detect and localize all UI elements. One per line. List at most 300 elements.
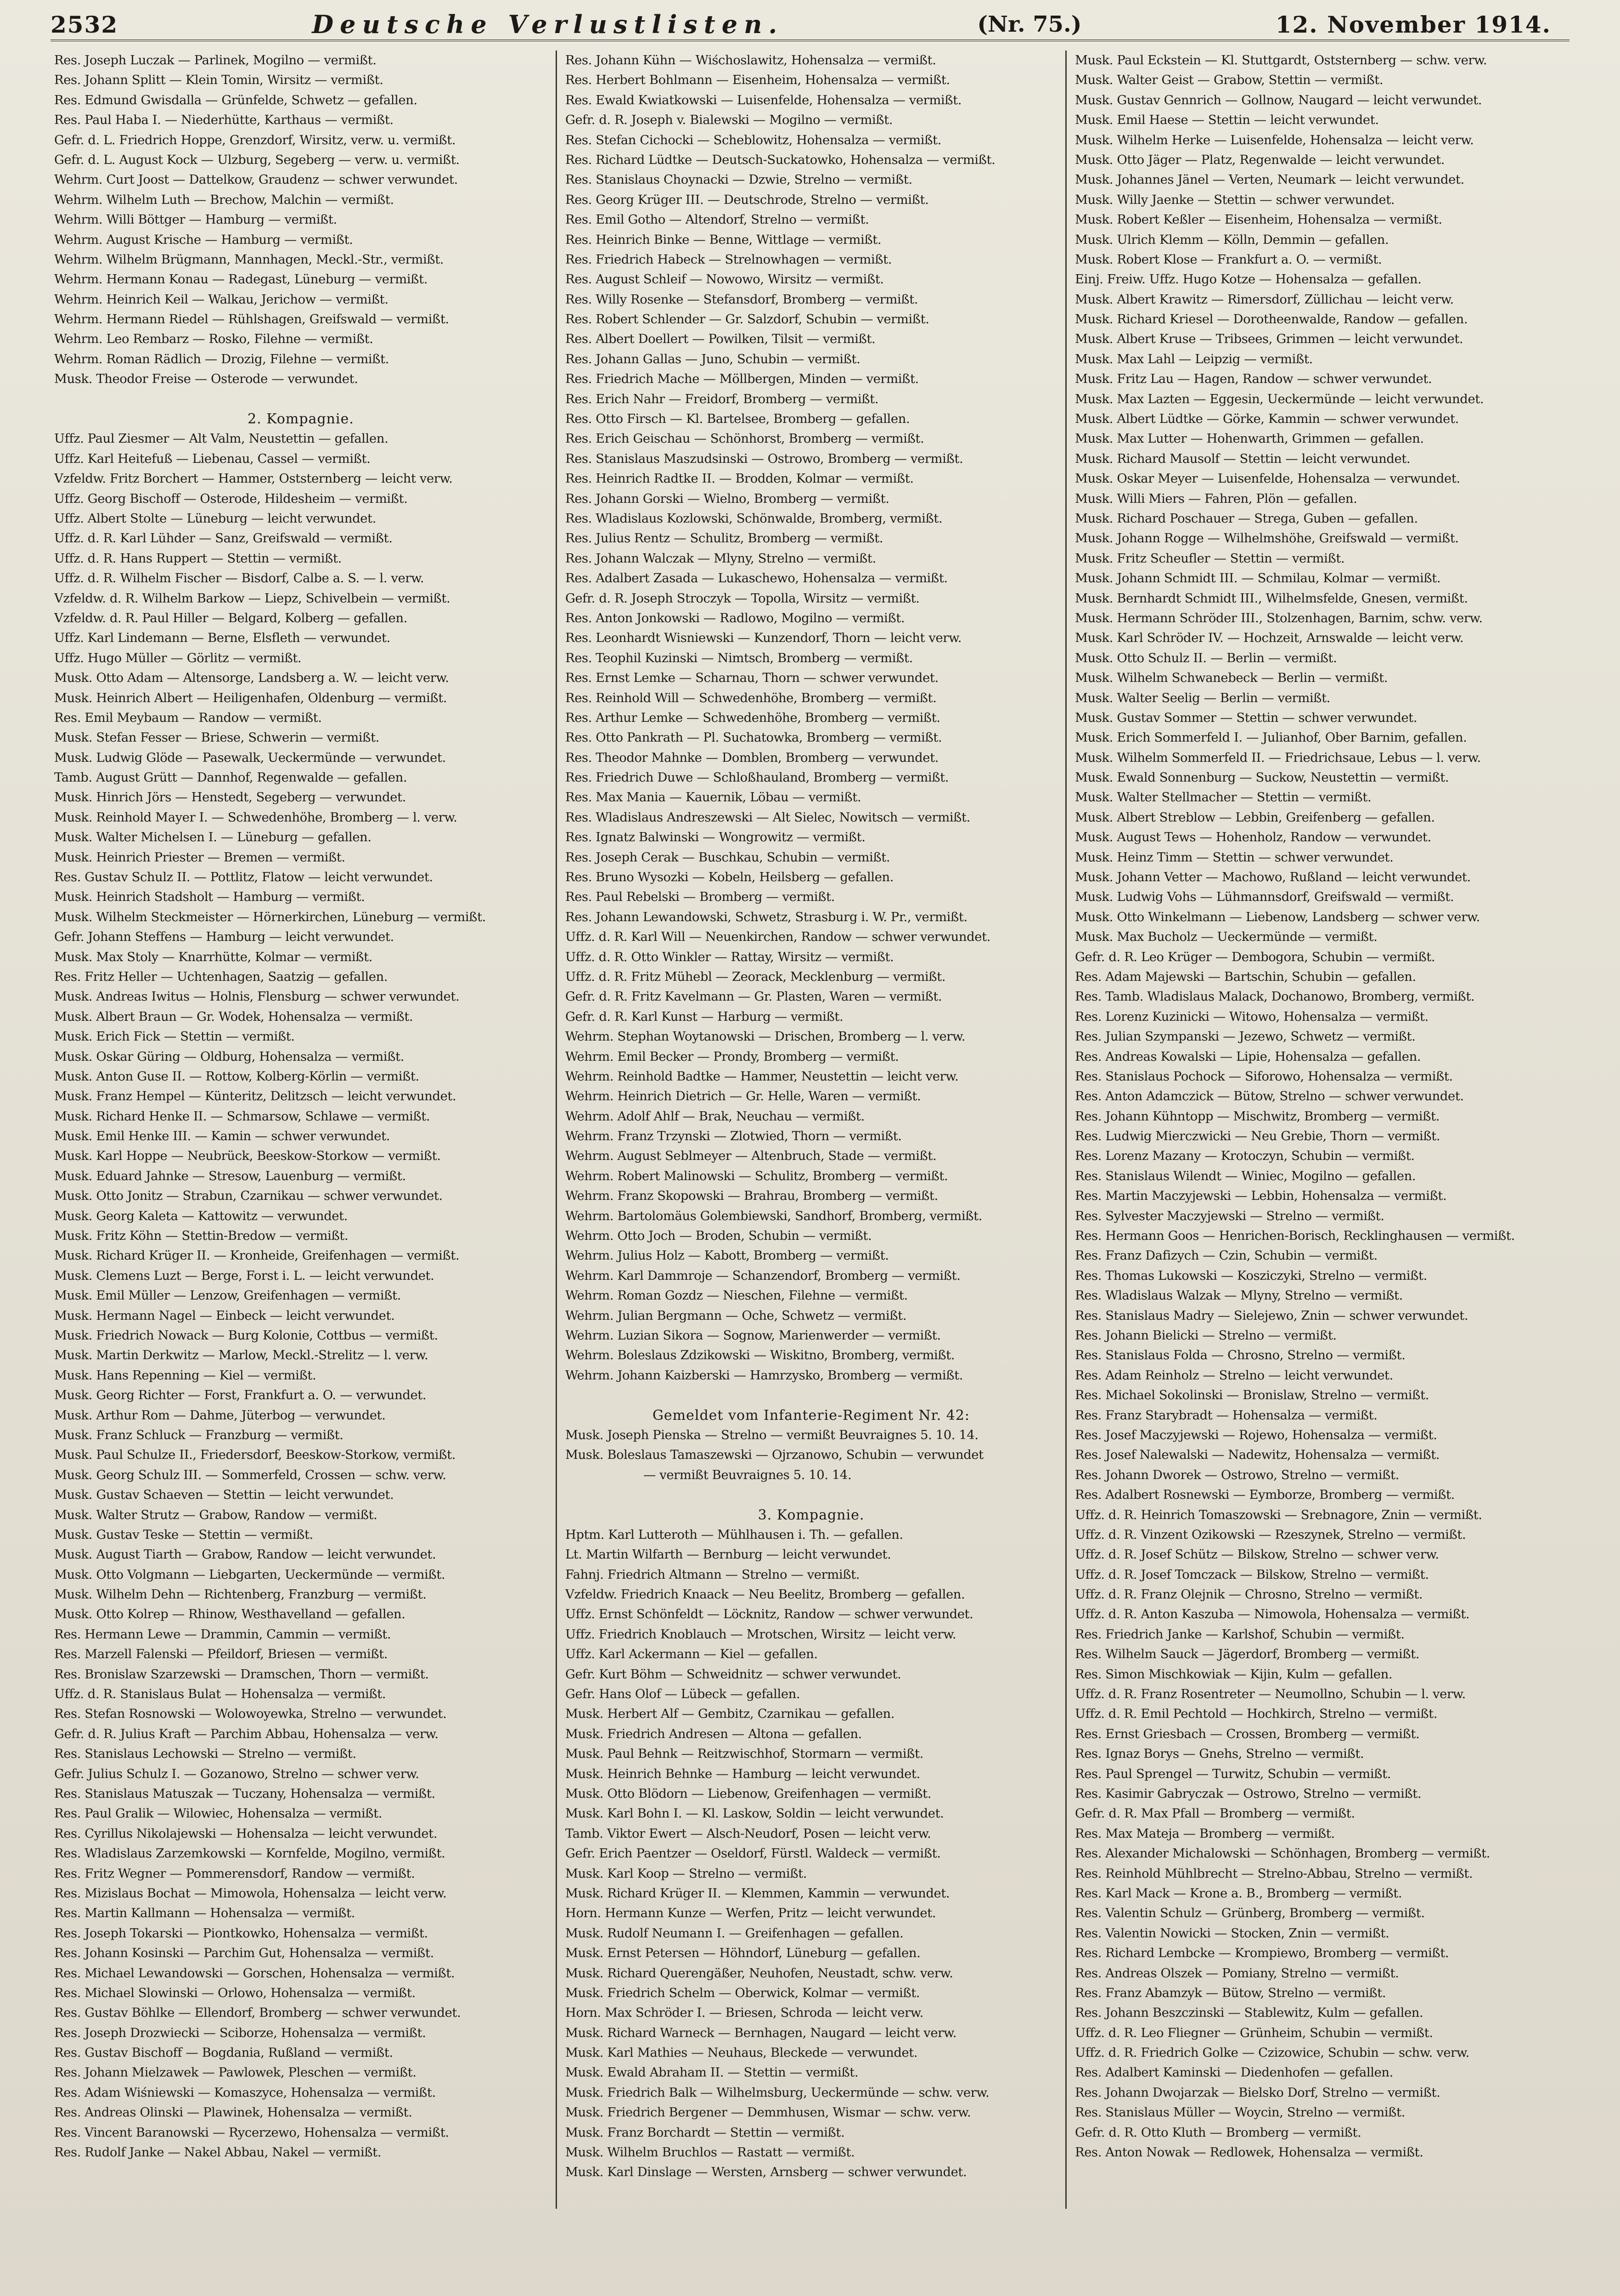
list-entry: Musk. Franz Borchardt — Stettin — vermißt. bbox=[565, 2125, 845, 2140]
list-entry: Musk. Fritz Scheufler — Stettin — vermißt. bbox=[1075, 551, 1345, 566]
list-entry: Res. Martin Kallmann — Hohensalza — vermißt. bbox=[54, 1906, 355, 1921]
list-entry: Musk. Karl Koop — Strelno — vermißt. bbox=[565, 1866, 807, 1881]
list-entry: Res. Johann Kosinski — Parchim Gut, Hohensalza — vermißt. bbox=[54, 1946, 434, 1961]
list-entry: Musk. Hermann Nagel — Einbeck — leicht verwundet. bbox=[54, 1308, 395, 1323]
list-entry: Res. Martin Maczyjewski — Lebbin, Hohensalza — vermißt. bbox=[1075, 1189, 1447, 1204]
list-entry: Gefr. d. R. Joseph v. Bialewski — Mogilno — vermißt. bbox=[565, 113, 893, 128]
list-entry: Gefr. d. R. Julius Kraft — Parchim Abbau, Hohensalza — verw. bbox=[54, 1727, 439, 1741]
list-entry: Musk. Franz Hempel — Künteritz, Delitzsch — leicht verwundet. bbox=[54, 1089, 456, 1104]
list-entry: Musk. Heinrich Priester — Bremen — vermißt. bbox=[54, 850, 345, 865]
list-entry: Musk. Walter Michelsen I. — Lüneburg — gefallen. bbox=[54, 830, 371, 845]
list-entry: Musk. Albert Kruse — Tribsees, Grimmen — leicht verwundet. bbox=[1075, 332, 1463, 347]
list-entry: Res. Bruno Wysozki — Kobeln, Heilsberg — gefallen. bbox=[565, 870, 894, 885]
list-entry: Musk. Oskar Meyer — Luisenfelde, Hohensalza — verwundet. bbox=[1075, 472, 1460, 486]
list-entry: Res. Paul Haba I. — Niederhütte, Karthaus — vermißt. bbox=[54, 113, 394, 128]
list-entry: Musk. Fritz Köhn — Stettin-Bredow — vermißt. bbox=[54, 1229, 349, 1244]
list-entry: Musk. Ewald Sonnenburg — Suckow, Neustettin — vermißt. bbox=[1075, 771, 1449, 785]
list-entry: Res. Robert Schlender — Gr. Salzdorf, Schubin — vermißt. bbox=[565, 312, 929, 327]
list-entry: Res. Anton Adamczick — Bütow, Strelno — schwer verwundet. bbox=[1075, 1089, 1464, 1104]
list-entry: Res. Stefan Cichocki — Scheblowitz, Hohensalza — vermißt. bbox=[565, 133, 941, 147]
section-heading: 2. Kompagnie. bbox=[248, 411, 354, 428]
list-entry: Uffz. Karl Heitefuß — Liebenau, Cassel — vermißt. bbox=[54, 451, 371, 466]
list-entry: Wehrm. Reinhold Badtke — Hammer, Neustettin — leicht verw. bbox=[565, 1069, 959, 1084]
list-entry: Uffz. Albert Stolte — Lüneburg — leicht verwundet. bbox=[54, 511, 377, 526]
list-entry: Res. Karl Mack — Krone a. B., Bromberg — vermißt. bbox=[1075, 1886, 1402, 1901]
list-entry: Musk. Willi Miers — Fahren, Plön — gefallen. bbox=[1075, 491, 1357, 506]
list-entry: Res. Hermann Goos — Henrichen-Borisch, Recklinghausen — vermißt. bbox=[1075, 1229, 1515, 1244]
list-entry: Wehrm. Boleslaus Zdzikowski — Wiskitno, Bromberg, vermißt. bbox=[565, 1348, 955, 1363]
list-entry: Res. Teophil Kuzinski — Nimtsch, Bromberg — vermißt. bbox=[565, 651, 913, 665]
list-entry: Res. Gustav Böhlke — Ellendorf, Bromberg — schwer verwundet. bbox=[54, 2006, 461, 2020]
list-entry: Res. Andreas Olszek — Pomiany, Strelno — vermißt. bbox=[1075, 1966, 1399, 1981]
list-entry: Res. Johann Beszczinski — Stablewitz, Kulm — gefallen. bbox=[1075, 2006, 1423, 2020]
list-entry: Res. Ignatz Balwinski — Wongrowitz — vermißt. bbox=[565, 830, 866, 845]
list-entry: Res. Adalbert Kaminski — Diedenhofen — gefallen. bbox=[1075, 2065, 1393, 2080]
list-entry: Uffz. d. R. Franz Rosentreter — Neumollno, Schubin — l. verw. bbox=[1075, 1687, 1466, 1702]
list-entry: Gefr. d. R. Fritz Kavelmann — Gr. Plasten, Waren — vermißt. bbox=[565, 990, 942, 1004]
list-entry: Musk. Paul Behnk — Reitzwischhof, Stormarn — vermißt. bbox=[565, 1747, 923, 1761]
list-entry: Gefr. Hans Olof — Lübeck — gefallen. bbox=[565, 1687, 800, 1702]
list-entry: Res. Max Mania — Kauernik, Löbau — vermißt. bbox=[565, 790, 861, 805]
list-entry: Wehrm. Emil Becker — Prondy, Bromberg — vermißt. bbox=[565, 1049, 899, 1064]
list-entry: Uffz. d. R. Karl Lühder — Sanz, Greifswald — vermißt. bbox=[54, 531, 393, 546]
list-entry: Res. Mizislaus Bochat — Mimowola, Hohensalza — leicht verw. bbox=[54, 1886, 447, 1901]
list-entry: Musk. Paul Schulze II., Friedersdorf, Beeskow-Storkow, vermißt. bbox=[54, 1448, 456, 1463]
list-entry: Res. Kasimir Gabryczak — Ostrowo, Strelno — vermißt. bbox=[1075, 1786, 1422, 1801]
list-entry: Musk. Ludwig Glöde — Pasewalk, Ueckermünde — verwundet. bbox=[54, 750, 446, 765]
list-entry: Wehrm. Roman Gozdz — Nieschen, Filehne — vermißt. bbox=[565, 1289, 908, 1303]
list-entry: Res. Julian Szympanski — Jezewo, Schwetz — vermißt. bbox=[1075, 1030, 1416, 1044]
list-entry: Res. Josef Nalewalski — Nadewitz, Hohensalza — vermißt. bbox=[1075, 1448, 1440, 1463]
list-entry: Res. Leonhardt Wisniewski — Kunzendorf, Thorn — leicht verw. bbox=[565, 631, 962, 646]
list-entry: Musk. Richard Krüger II. — Kronheide, Greifenhagen — vermißt. bbox=[54, 1249, 460, 1263]
list-entry: Wehrm. August Seblmeyer — Altenbruch, Stade — vermißt. bbox=[565, 1149, 937, 1164]
publication-title: Deutsche Verlustlisten. bbox=[312, 10, 784, 39]
list-entry: Gefr. Erich Paentzer — Oseldorf, Fürstl. Waldeck — vermißt. bbox=[565, 1846, 941, 1861]
list-entry: Res. Joseph Cerak — Buschkau, Schubin — vermißt. bbox=[565, 850, 890, 865]
list-entry: Res. Hermann Lewe — Drammin, Cammin — vermißt. bbox=[54, 1627, 391, 1642]
list-entry: Uffz. Paul Ziesmer — Alt Valm, Neustettin — gefallen. bbox=[54, 432, 388, 446]
list-entry: Res. Richard Lüdtke — Deutsch-Suckatowko, Hohensalza — vermißt. bbox=[565, 152, 996, 167]
list-entry: Res. Lorenz Mazany — Krotoczyn, Schubin — vermißt. bbox=[1075, 1149, 1415, 1164]
list-entry: Musk. Richard Mausolf — Stettin — leicht verwundet. bbox=[1075, 451, 1411, 466]
list-entry: Tamb. August Grütt — Dannhof, Regenwalde — gefallen. bbox=[54, 771, 407, 785]
list-entry: Res. Vincent Baranowski — Rycerzewo, Hohensalza — vermißt. bbox=[54, 2125, 449, 2140]
list-entry: Res. Otto Pankrath — Pl. Suchatowka, Bromberg — vermißt. bbox=[565, 731, 942, 745]
list-entry: Lt. Martin Wilfarth — Bernburg — leicht verwundet. bbox=[565, 1548, 891, 1562]
list-entry: Musk. Max Lazten — Eggesin, Ueckermünde — leicht verwundet. bbox=[1075, 392, 1484, 406]
list-entry: Musk. Emil Henke III. — Kamin — schwer verwundet. bbox=[54, 1129, 390, 1144]
list-entry: Musk. Karl Schröder IV. — Hochzeit, Arnswalde — leicht verw. bbox=[1075, 631, 1464, 646]
list-entry: Wehrm. Johann Kaizberski — Hamrzysko, Bromberg — vermißt. bbox=[565, 1368, 963, 1383]
list-entry: Res. Stanislaus Madry — Sielejewo, Znin — schwer verwundet. bbox=[1075, 1308, 1468, 1323]
list-entry: Uffz. d. R. Wilhelm Fischer — Bisdorf, Calbe a. S. — l. verw. bbox=[54, 571, 424, 586]
list-entry: Wehrm. Leo Rembarz — Rosko, Filehne — vermißt. bbox=[54, 332, 373, 347]
list-entry: Res. Emil Gotho — Altendorf, Strelno — vermißt. bbox=[565, 213, 869, 227]
list-entry: Res. Johann Kühn — Wiśchoslawitz, Hohensalza — vermißt. bbox=[565, 53, 936, 68]
list-entry: Musk. Karl Mathies — Neuhaus, Bleckede — verwundet. bbox=[565, 2046, 918, 2060]
list-entry: Res. Thomas Lukowski — Kosziczyki, Strelno — vermißt. bbox=[1075, 1268, 1427, 1283]
list-entry: Res. Erich Geischau — Schönhorst, Bromberg — vermißt. bbox=[565, 432, 924, 446]
list-entry: Res. Gustav Bischoff — Bogdania, Rußland — vermißt. bbox=[54, 2046, 393, 2060]
list-entry: Gefr. d. R. Leo Krüger — Dembogora, Schubin — vermißt. bbox=[1075, 950, 1435, 964]
list-entry: Musk. Heinrich Stadsholt — Hamburg — vermißt. bbox=[54, 890, 365, 905]
list-entry: Musk. Friedrich Bergener — Demmhusen, Wismar — schw. verw. bbox=[565, 2105, 971, 2120]
list-entry: Wehrm. Franz Trzynski — Zlotwied, Thorn — vermißt. bbox=[565, 1129, 902, 1144]
list-entry: Uffz. d. R. Franz Olejnik — Chrosno, Strelno — vermißt. bbox=[1075, 1587, 1423, 1602]
list-entry: Uffz. d. R. Josef Tomczack — Bilskow, Strelno — vermißt. bbox=[1075, 1567, 1429, 1582]
list-entry: Res. Stanislaus Pochock — Siforowo, Hohensalza — vermißt. bbox=[1075, 1069, 1453, 1084]
list-entry: Res. Johann Lewandowski, Schwetz, Strasburg i. W. Pr., vermißt. bbox=[565, 910, 968, 924]
list-entry: Gefr. Kurt Böhm — Schweidnitz — schwer verwundet. bbox=[565, 1667, 901, 1682]
list-entry: Res. Franz Dafizych — Czin, Schubin — vermißt. bbox=[1075, 1249, 1378, 1263]
list-entry: Res. Stanislaus Maszudsinski — Ostrowo, Bromberg — vermißt. bbox=[565, 451, 963, 466]
list-entry: Musk. Ernst Petersen — Höhndorf, Lüneburg — gefallen. bbox=[565, 1946, 921, 1961]
list-entry: Musk. Karl Hoppe — Neubrück, Beeskow-Storkow — vermißt. bbox=[54, 1149, 441, 1164]
list-entry: Wehrm. Wilhelm Luth — Brechow, Malchin — vermißt. bbox=[54, 192, 394, 207]
list-entry: Uffz. Georg Bischoff — Osterode, Hildesheim — vermißt. bbox=[54, 491, 408, 506]
list-entry: Musk. Heinrich Behnke — Hamburg — leicht verwundet. bbox=[565, 1767, 920, 1781]
list-entry: Musk. August Tews — Hohenholz, Randow — verwundet. bbox=[1075, 830, 1431, 845]
list-entry: Res. Edmund Gwisdalla — Grünfelde, Schwetz — gefallen. bbox=[54, 93, 417, 107]
list-entry: Wehrm. Roman Rädlich — Drozig, Filehne — vermißt. bbox=[54, 352, 389, 366]
list-entry: Res. Georg Krüger III. — Deutschrode, Strelno — vermißt. bbox=[565, 192, 929, 207]
list-entry: Res. Johann Bielicki — Strelno — vermißt. bbox=[1075, 1328, 1337, 1343]
list-entry: Res. Stanislaus Lechowski — Strelno — vermißt. bbox=[54, 1747, 356, 1761]
list-entry: Wehrm. Hermann Riedel — Rühlshagen, Greifswald — vermißt. bbox=[54, 312, 449, 327]
section-heading: Gemeldet vom Infanterie-Regiment Nr. 42: bbox=[652, 1407, 970, 1424]
list-entry: Wehrm. August Krische — Hamburg — vermißt. bbox=[54, 232, 353, 247]
list-entry: Res. Erich Nahr — Freidorf, Bromberg — vermißt. bbox=[565, 392, 879, 406]
list-entry: Musk. Albert Braun — Gr. Wodek, Hohensalza — vermißt. bbox=[54, 1009, 413, 1024]
column-middle bbox=[556, 51, 1065, 2209]
list-entry: Res. Rudolf Janke — Nakel Abbau, Nakel — vermißt. bbox=[54, 2145, 382, 2160]
list-entry: Wehrm. Luzian Sikora — Sognow, Marienwerder — vermißt. bbox=[565, 1328, 941, 1343]
list-entry: Res. Heinrich Radtke II. — Brodden, Kolmar — vermißt. bbox=[565, 472, 914, 486]
list-entry: Res. Johann Kühntopp — Mischwitz, Bromberg — vermißt. bbox=[1075, 1109, 1440, 1124]
list-entry: Res. Wladislaus Zarzemkowski — Kornfelde, Mogilno, vermißt. bbox=[54, 1846, 445, 1861]
list-entry: Res. Stefan Rosnowski — Wolowoyewka, Strelno — verwundet. bbox=[54, 1707, 447, 1722]
list-entry: Gefr. d. L. Friedrich Hoppe, Grenzdorf, Wirsitz, verw. u. vermißt. bbox=[54, 133, 456, 147]
casualty-list-columns bbox=[46, 51, 1575, 2209]
list-entry: Fahnj. Friedrich Altmann — Strelno — vermißt. bbox=[565, 1567, 860, 1582]
list-entry: Hptm. Karl Lutteroth — Mühlhausen i. Th. — gefallen. bbox=[565, 1527, 903, 1542]
list-entry: Musk. August Tiarth — Grabow, Randow — leicht verwundet. bbox=[54, 1548, 436, 1562]
list-entry: Wehrm. Curt Joost — Dattelkow, Graudenz — schwer verwundet. bbox=[54, 173, 458, 187]
list-entry: Musk. Gustav Sommer — Stettin — schwer verwundet. bbox=[1075, 710, 1418, 725]
list-entry: Res. Max Mateja — Bromberg — vermißt. bbox=[1075, 1826, 1335, 1841]
list-entry: Musk. Ulrich Klemm — Kölln, Demmin — gefallen. bbox=[1075, 232, 1389, 247]
list-entry: Vzfeldw. d. R. Paul Hiller — Belgard, Kolberg — gefallen. bbox=[54, 611, 407, 625]
list-entry: Uffz. d. R. Josef Schütz — Bilskow, Strelno — schwer verw. bbox=[1075, 1548, 1439, 1562]
list-entry: Res. Fritz Heller — Uchtenhagen, Saatzig — gefallen. bbox=[54, 969, 388, 984]
list-entry: Musk. Johann Vetter — Machowo, Rußland — leicht verwundet. bbox=[1075, 870, 1471, 885]
list-entry: Res. Johann Dworek — Ostrowo, Strelno — vermißt. bbox=[1075, 1468, 1399, 1482]
list-entry: Res. August Schleif — Nowowo, Wirsitz — vermißt. bbox=[565, 272, 884, 287]
list-entry: Musk. Martin Derkwitz — Marlow, Meckl.-Strelitz — l. verw. bbox=[54, 1348, 428, 1363]
list-entry: Wehrm. Otto Joch — Broden, Schubin — vermißt. bbox=[565, 1229, 872, 1244]
list-entry: Res. Heinrich Binke — Benne, Wittlage — vermißt. bbox=[565, 232, 882, 247]
list-entry: Res. Adam Reinholz — Strelno — leicht verwundet. bbox=[1075, 1368, 1393, 1383]
list-entry: Musk. Albert Streblow — Lebbin, Greifenberg — gefallen. bbox=[1075, 810, 1435, 825]
list-entry: Musk. Max Stoly — Knarrhütte, Kolmar — vermißt. bbox=[54, 950, 373, 964]
list-entry: Uffz. d. R. Heinrich Tomaszowski — Srebnagore, Znin — vermißt. bbox=[1075, 1508, 1482, 1522]
list-entry: Res. Valentin Nowicki — Stocken, Znin — vermißt. bbox=[1075, 1926, 1389, 1941]
list-entry: Res. Wladislaus Andreszewski — Alt Sielec, Nowitsch — vermißt. bbox=[565, 810, 970, 825]
list-entry: Musk. Wilhelm Herke — Luisenfelde, Hohensalza — leicht verw. bbox=[1075, 133, 1474, 147]
list-entry: Musk. Wilhelm Dehn — Richtenberg, Franzburg — vermißt. bbox=[54, 1587, 427, 1602]
list-entry: Musk. Stefan Fesser — Briese, Schwerin — vermißt. bbox=[54, 731, 379, 745]
list-entry: Musk. Andreas Iwitus — Holnis, Flensburg — schwer verwundet. bbox=[54, 990, 460, 1004]
list-entry: Uffz. Hugo Müller — Görlitz — vermißt. bbox=[54, 651, 302, 665]
list-entry: Musk. Franz Schluck — Franzburg — vermißt. bbox=[54, 1428, 343, 1442]
list-entry: Res. Joseph Luczak — Parlinek, Mogilno — vermißt. bbox=[54, 53, 377, 68]
list-entry: Musk. Emil Haese — Stettin — leicht verwundet. bbox=[1075, 113, 1379, 128]
list-entry: Musk. Walter Stellmacher — Stettin — vermißt. bbox=[1075, 790, 1372, 805]
list-entry: Musk. Richard Krüger II. — Klemmen, Kammin — verwundet. bbox=[565, 1886, 950, 1901]
list-entry: Musk. Johann Schmidt III. — Schmilau, Kolmar — vermißt. bbox=[1075, 571, 1441, 586]
list-entry: Res. Ewald Kwiatkowski — Luisenfelde, Hohensalza — vermißt. bbox=[565, 93, 962, 107]
list-entry: Musk. Georg Schulz III. — Sommerfeld, Crossen — schw. verw. bbox=[54, 1468, 446, 1482]
list-entry: Musk. Walter Strutz — Grabow, Randow — vermißt. bbox=[54, 1508, 377, 1522]
list-entry: Wehrm. Franz Skopowski — Brahrau, Bromberg — vermißt. bbox=[565, 1189, 938, 1204]
list-entry: Musk. Friedrich Nowack — Burg Kolonie, Cottbus — vermißt. bbox=[54, 1328, 438, 1343]
list-entry: Res. Fritz Wegner — Pommerensdorf, Randow — vermißt. bbox=[54, 1866, 415, 1881]
list-entry: Wehrm. Robert Malinowski — Schulitz, Bromberg — vermißt. bbox=[565, 1169, 948, 1183]
list-entry: Vzfeldw. d. R. Wilhelm Barkow — Liepz, Schivelbein — vermißt. bbox=[54, 591, 450, 606]
list-entry: Res. Stanislaus Matuszak — Tuczany, Hohensalza — vermißt. bbox=[54, 1786, 435, 1801]
page-header bbox=[51, 9, 1569, 41]
list-entry: Res. Michael Sokolinski — Bronislaw, Strelno — vermißt. bbox=[1075, 1388, 1429, 1403]
list-entry: Gefr. d. R. Karl Kunst — Harburg — vermißt. bbox=[565, 1009, 844, 1024]
list-entry: Res. Theodor Mahnke — Domblen, Bromberg — verwundet. bbox=[565, 750, 939, 765]
column-left bbox=[46, 51, 556, 2209]
list-entry: Res. Reinhold Will — Schwedenhöhe, Bromberg — vermißt. bbox=[565, 691, 937, 705]
list-entry: Musk. Robert Klose — Frankfurt a. O. — vermißt. bbox=[1075, 252, 1382, 267]
list-entry: Musk. Richard Warneck — Bernhagen, Naugard — leicht verw. bbox=[565, 2026, 956, 2040]
list-entry: Musk. Johannes Jänel — Verten, Neumark — leicht verwundet. bbox=[1075, 173, 1464, 187]
list-entry: Musk. Johann Rogge — Wilhelmshöhe, Greifswald — vermißt. bbox=[1075, 531, 1459, 546]
list-entry: Res. Reinhold Mühlbrecht — Strelno-Abbau, Strelno — vermißt. bbox=[1075, 1866, 1473, 1881]
list-entry: Res. Bronislaw Szarzewski — Dramschen, Thorn — vermißt. bbox=[54, 1667, 429, 1682]
list-entry: Gefr. Johann Steffens — Hamburg — leicht verwundet. bbox=[54, 930, 394, 945]
list-entry: Res. Paul Gralik — Wilowiec, Hohensalza — vermißt. bbox=[54, 1806, 382, 1821]
list-entry: Musk. Arthur Rom — Dahme, Jüterbog — verwundet. bbox=[54, 1408, 386, 1423]
list-entry: Wehrm. Julian Bergmann — Oche, Schwetz — vermißt. bbox=[565, 1308, 907, 1323]
list-entry: Uffz. d. R. Emil Pechtold — Hochkirch, Strelno — vermißt. bbox=[1075, 1707, 1438, 1722]
list-entry: Res. Paul Rebelski — Bromberg — vermißt. bbox=[565, 890, 835, 905]
list-entry: Gefr. d. L. August Kock — Ulzburg, Segeberg — verw. u. vermißt. bbox=[54, 152, 460, 167]
list-entry: Musk. Hermann Schröder III., Stolzenhagen, Barnim, schw. verw. bbox=[1075, 611, 1483, 625]
list-entry: Musk. Wilhelm Bruchlos — Rastatt — vermißt. bbox=[565, 2145, 855, 2160]
list-entry: Musk. Ludwig Vohs — Lühmannsdorf, Greifswald — vermißt. bbox=[1075, 890, 1454, 905]
list-entry: Uffz. Karl Ackermann — Kiel — gefallen. bbox=[565, 1647, 818, 1662]
list-entry: Res. Michael Slowinski — Orlowo, Hohensalza — vermißt. bbox=[54, 1986, 416, 2000]
list-entry: Musk. Richard Henke II. — Schmarsow, Schlawe — vermißt. bbox=[54, 1109, 430, 1124]
list-entry: Wehrm. Hermann Konau — Radegast, Lüneburg — vermißt. bbox=[54, 272, 428, 287]
list-entry: Wehrm. Stephan Woytanowski — Drischen, Bromberg — l. verw. bbox=[565, 1030, 966, 1044]
list-entry: Res. Ernst Griesbach — Crossen, Bromberg — vermißt. bbox=[1075, 1727, 1420, 1741]
list-entry: Res. Wladislaus Kozlowski, Schönwalde, Bromberg, vermißt. bbox=[565, 511, 943, 526]
list-entry: Wehrm. Adolf Ahlf — Brak, Neuchau — vermißt. bbox=[565, 1109, 865, 1124]
list-entry: Res. Stanislaus Müller — Woycin, Strelno — vermißt. bbox=[1075, 2105, 1405, 2120]
list-entry: Musk. Richard Querengäßer, Neuhofen, Neustadt, schw. verw. bbox=[565, 1966, 953, 1981]
list-entry: Musk. Gustav Teske — Stettin — vermißt. bbox=[54, 1527, 313, 1542]
list-entry: Vzfeldw. Fritz Borchert — Hammer, Oststernberg — leicht verw. bbox=[54, 472, 453, 486]
list-entry: Musk. Max Bucholz — Ueckermünde — vermißt. bbox=[1075, 930, 1378, 945]
list-entry: Musk. Eduard Jahnke — Stresow, Lauenburg — vermißt. bbox=[54, 1169, 406, 1183]
list-entry: Res. Ignaz Borys — Gnehs, Strelno — vermißt. bbox=[1075, 1747, 1364, 1761]
list-entry: Musk. Gustav Schaeven — Stettin — leicht verwundet. bbox=[54, 1488, 394, 1503]
list-entry: Res. Johann Gorski — Wielno, Bromberg — vermißt. bbox=[565, 491, 889, 506]
list-entry: Musk. Georg Richter — Forst, Frankfurt a. O. — verwundet. bbox=[54, 1388, 427, 1403]
list-entry: Musk. Otto Winkelmann — Liebenow, Landsberg — schwer verw. bbox=[1075, 910, 1480, 924]
list-entry: Musk. Willy Jaenke — Stettin — schwer verwundet. bbox=[1075, 192, 1395, 207]
list-entry: Res. Gustav Schulz II. — Pottlitz, Flatow — leicht verwundet. bbox=[54, 870, 433, 885]
list-entry: Res. Friedrich Janke — Karlshof, Schubin — vermißt. bbox=[1075, 1627, 1405, 1642]
list-entry: Res. Lorenz Kuzinicki — Witowo, Hohensalza — vermißt. bbox=[1075, 1009, 1429, 1024]
list-entry: Res. Emil Meybaum — Randow — vermißt. bbox=[54, 710, 322, 725]
list-entry: Res. Johann Dwojarzak — Bielsko Dorf, Strelno — vermißt. bbox=[1075, 2085, 1440, 2100]
list-entry: Musk. Rudolf Neumann I. — Greifenhagen — gefallen. bbox=[565, 1926, 904, 1941]
list-entry: Res. Andreas Olinski — Plawinek, Hohensalza — vermißt. bbox=[54, 2105, 412, 2120]
list-entry: Gefr. Julius Schulz I. — Gozanowo, Strelno — schwer verw. bbox=[54, 1767, 419, 1781]
list-entry: Musk. Wilhelm Sommerfeld II. — Friedrichsaue, Lebus — l. verw. bbox=[1075, 750, 1481, 765]
list-entry: Musk. Friedrich Schelm — Oberwick, Kolmar — vermißt. bbox=[565, 1986, 920, 2000]
list-entry: Res. Adalbert Rosnewski — Eymborze, Bromberg — vermißt. bbox=[1075, 1488, 1455, 1503]
list-entry: Uffz. d. R. Leo Fliegner — Grünheim, Schubin — vermißt. bbox=[1075, 2026, 1433, 2040]
section-heading: 3. Kompagnie. bbox=[758, 1507, 865, 1523]
list-entry: Res. Andreas Kowalski — Lipie, Hohensalza — gefallen. bbox=[1075, 1049, 1421, 1064]
list-entry: Musk. Oskar Güring — Oldburg, Hohensalza — vermißt. bbox=[54, 1049, 405, 1064]
list-entry: Res. Otto Firsch — Kl. Bartelsee, Bromberg — gefallen. bbox=[565, 412, 910, 427]
page-number: 2532 bbox=[51, 11, 118, 38]
list-entry: Res. Paul Sprengel — Turwitz, Schubin — vermißt. bbox=[1075, 1767, 1391, 1781]
list-entry: Musk. Reinhold Mayer I. — Schwedenhöhe, Bromberg — l. verw. bbox=[54, 810, 457, 825]
list-entry: Gefr. d. R. Max Pfall — Bromberg — vermißt. bbox=[1075, 1806, 1355, 1821]
list-entry: Res. Tamb. Wladislaus Malack, Dochanowo, Bromberg, vermißt. bbox=[1075, 990, 1475, 1004]
list-entry: Res. Arthur Lemke — Schwedenhöhe, Bromberg — vermißt. bbox=[565, 710, 940, 725]
list-entry: Musk. Friedrich Andresen — Altona — gefallen. bbox=[565, 1727, 862, 1741]
list-entry: Res. Adam Wiśniewski — Komaszyce, Hohensalza — vermißt. bbox=[54, 2085, 436, 2100]
list-entry: Musk. Erich Sommerfeld I. — Julianhof, Ober Barnim, gefallen. bbox=[1075, 731, 1467, 745]
list-entry: Musk. Karl Dinslage — Wersten, Arnsberg — schwer verwundet. bbox=[565, 2165, 967, 2180]
list-entry: Musk. Karl Bohn I. — Kl. Laskow, Soldin — leicht verwundet. bbox=[565, 1806, 944, 1821]
list-entry: Res. Julius Rentz — Schulitz, Bromberg — vermißt. bbox=[565, 531, 883, 546]
list-entry: Musk. Otto Blödorn — Liebenow, Greifenhagen — vermißt. bbox=[565, 1786, 932, 1801]
list-entry: Res. Michael Lewandowski — Gorschen, Hohensalza — vermißt. bbox=[54, 1966, 455, 1981]
list-entry: Res. Johann Splitt — Klein Tomin, Wirsitz — vermißt. bbox=[54, 73, 383, 88]
list-entry: Res. Alexander Michalowski — Schönhagen, Bromberg — vermißt. bbox=[1075, 1846, 1491, 1861]
list-entry: Res. Joseph Tokarski — Piontkowko, Hohensalza — vermißt. bbox=[54, 1926, 428, 1941]
list-entry: Musk. Joseph Pienska — Strelno — vermißt Beuvraignes 5. 10. 14. bbox=[565, 1428, 979, 1442]
issue-number: (Nr. 75.) bbox=[977, 11, 1082, 37]
list-entry: Uffz. d. R. Fritz Mühebl — Zeorack, Mecklenburg — vermißt. bbox=[565, 969, 946, 984]
list-entry: Musk. Richard Poschauer — Strega, Guben — gefallen. bbox=[1075, 511, 1418, 526]
list-entry: Res. Friedrich Duwe — Schloßhauland, Bromberg — vermißt. bbox=[565, 771, 949, 785]
list-entry: Wehrm. Heinrich Keil — Walkau, Jerichow — vermißt. bbox=[54, 292, 388, 307]
list-entry: Res. Willy Rosenke — Stefansdorf, Bromberg — vermißt. bbox=[565, 292, 918, 307]
list-entry: Einj. Freiw. Uffz. Hugo Kotze — Hohensalza — gefallen. bbox=[1075, 272, 1422, 287]
list-entry-continuation: — vermißt Beuvraignes 5. 10. 14. bbox=[643, 1468, 852, 1482]
list-entry: Uffz. d. R. Karl Will — Neuenkirchen, Randow — schwer verwundet. bbox=[565, 930, 991, 945]
list-entry: Res. Stanislaus Wilendt — Winiec, Mogilno — gefallen. bbox=[1075, 1169, 1416, 1183]
list-entry: Musk. Theodor Freise — Osterode — verwundet. bbox=[54, 372, 358, 387]
list-entry: Res. Johann Mielzawek — Pawlowek, Pleschen — vermißt. bbox=[54, 2065, 416, 2080]
list-entry: Musk. Otto Adam — Altensorge, Landsberg a. W. — leicht verw. bbox=[54, 671, 449, 686]
list-entry: Wehrm. Karl Dammroje — Schanzendorf, Bromberg — vermißt. bbox=[565, 1268, 961, 1283]
list-entry: Musk. Albert Krawitz — Rimersdorf, Züllichau — leicht verw. bbox=[1075, 292, 1454, 307]
list-entry: Musk. Heinz Timm — Stettin — schwer verwundet. bbox=[1075, 850, 1394, 865]
list-entry: Musk. Otto Volgmann — Liebgarten, Ueckermünde — vermißt. bbox=[54, 1567, 445, 1582]
list-entry: Musk. Fritz Lau — Hagen, Randow — schwer verwundet. bbox=[1075, 372, 1432, 387]
list-entry: Musk. Otto Jonitz — Strabun, Czarnikau — schwer verwundet. bbox=[54, 1189, 443, 1204]
list-entry: Musk. Heinrich Albert — Heiligenhafen, Oldenburg — vermißt. bbox=[54, 691, 447, 705]
list-entry: Musk. Otto Kolrep — Rhinow, Westhavelland — gefallen. bbox=[54, 1607, 405, 1622]
list-entry: Uffz. Karl Lindemann — Berne, Elsfleth — verwundet. bbox=[54, 631, 390, 646]
list-entry: Musk. Gustav Gennrich — Gollnow, Naugard — leicht verwundet. bbox=[1075, 93, 1482, 107]
list-entry: Res. Adalbert Zasada — Lukaschewo, Hohensalza — vermißt. bbox=[565, 571, 948, 586]
list-entry: Res. Johann Walczak — Mlyny, Strelno — vermißt. bbox=[565, 551, 876, 566]
list-entry: Res. Anton Jonkowski — Radlowo, Mogilno — vermißt. bbox=[565, 611, 905, 625]
list-entry: Musk. Paul Eckstein — Kl. Stuttgardt, Oststernberg — schw. verw. bbox=[1075, 53, 1487, 68]
list-entry: Res. Sylvester Maczyjewski — Strelno — vermißt. bbox=[1075, 1209, 1384, 1223]
list-entry: Musk. Walter Geist — Grabow, Stettin — vermißt. bbox=[1075, 73, 1384, 88]
list-entry: Uffz. d. R. Vinzent Ozikowski — Rzeszynek, Strelno — vermißt. bbox=[1075, 1527, 1466, 1542]
list-entry: Res. Stanislaus Folda — Chrosno, Strelno — vermißt. bbox=[1075, 1348, 1406, 1363]
list-entry: Musk. Robert Keßler — Eisenheim, Hohensalza — vermißt. bbox=[1075, 213, 1442, 227]
list-entry: Gefr. d. R. Joseph Stroczyk — Topolla, Wirsitz — vermißt. bbox=[565, 591, 920, 606]
list-entry: Res. Franz Starybradt — Hohensalza — vermißt. bbox=[1075, 1408, 1378, 1423]
list-entry: Musk. Wilhelm Steckmeister — Hörnerkirchen, Lüneburg — vermißt. bbox=[54, 910, 486, 924]
list-entry: Musk. Friedrich Balk — Wilhelmsburg, Ueckermünde — schw. verw. bbox=[565, 2085, 990, 2100]
issue-date: 12. November 1914. bbox=[1275, 11, 1551, 38]
list-entry: Wehrm. Julius Holz — Kabott, Bromberg — vermißt. bbox=[565, 1249, 889, 1263]
list-entry: Wehrm. Bartolomäus Golembiewski, Sandhorf, Bromberg, vermißt. bbox=[565, 1209, 983, 1223]
list-entry: Musk. Wilhelm Schwanebeck — Berlin — vermißt. bbox=[1075, 671, 1388, 686]
list-entry: Uffz. d. R. Otto Winkler — Rattay, Wirsitz — vermißt. bbox=[565, 950, 894, 964]
list-entry: Musk. Georg Kaleta — Kattowitz — verwundet. bbox=[54, 1209, 348, 1223]
list-entry: Musk. Otto Jäger — Platz, Regenwalde — leicht verwundet. bbox=[1075, 152, 1445, 167]
list-entry: Res. Josef Maczyjewski — Rojewo, Hohensalza — vermißt. bbox=[1075, 1428, 1437, 1442]
list-entry: Res. Friedrich Habeck — Strelnowhagen — vermißt. bbox=[565, 252, 892, 267]
list-entry: Horn. Max Schröder I. — Briesen, Schroda — leicht verw. bbox=[565, 2006, 923, 2020]
list-entry: Musk. Hinrich Jörs — Henstedt, Segeberg — verwundet. bbox=[54, 790, 406, 805]
list-entry: Res. Friedrich Mache — Möllbergen, Minden — vermißt. bbox=[565, 372, 919, 387]
list-entry: Tamb. Viktor Ewert — Alsch-Neudorf, Posen — leicht verw. bbox=[565, 1826, 931, 1841]
list-entry: Res. Johann Gallas — Juno, Schubin — vermißt. bbox=[565, 352, 861, 366]
list-entry: Uffz. Friedrich Knoblauch — Mrotschen, Wirsitz — leicht verw. bbox=[565, 1627, 956, 1642]
list-entry: Musk. Albert Lüdtke — Görke, Kammin — schwer verwundet. bbox=[1075, 412, 1459, 427]
list-entry: Musk. Max Lutter — Hohenwarth, Grimmen — gefallen. bbox=[1075, 432, 1424, 446]
list-entry: Musk. Erich Fick — Stettin — vermißt. bbox=[54, 1030, 295, 1044]
list-entry: Musk. Herbert Alf — Gembitz, Czarnikau — gefallen. bbox=[565, 1707, 895, 1722]
list-entry: Res. Albert Doellert — Powilken, Tilsit — vermißt. bbox=[565, 332, 876, 347]
list-entry: Res. Richard Lembcke — Krompiewo, Bromberg — vermißt. bbox=[1075, 1946, 1449, 1961]
list-entry: Res. Valentin Schulz — Grünberg, Bromberg — vermißt. bbox=[1075, 1906, 1425, 1921]
list-entry: Wehrm. Heinrich Dietrich — Gr. Helle, Waren — vermißt. bbox=[565, 1089, 921, 1104]
list-entry: Musk. Otto Schulz II. — Berlin — vermißt. bbox=[1075, 651, 1337, 665]
list-entry: Musk. Max Lahl — Leipzig — vermißt. bbox=[1075, 352, 1313, 366]
list-entry: Musk. Clemens Luzt — Berge, Forst i. L. — leicht verwundet. bbox=[54, 1268, 434, 1283]
list-entry: Res. Marzell Falenski — Pfeildorf, Briesen — vermißt. bbox=[54, 1647, 388, 1662]
list-entry: Musk. Hans Repenning — Kiel — vermißt. bbox=[54, 1368, 316, 1383]
column-right bbox=[1065, 51, 1575, 2209]
list-entry: Musk. Anton Guse II. — Rottow, Kolberg-Körlin — vermißt. bbox=[54, 1069, 419, 1084]
list-entry: Res. Adam Majewski — Bartschin, Schubin — gefallen. bbox=[1075, 969, 1416, 984]
list-entry: Res. Ludwig Mierczwicki — Neu Grebie, Thorn — vermißt. bbox=[1075, 1129, 1440, 1144]
list-entry: Uffz. d. R. Stanislaus Bulat — Hohensalza — vermißt. bbox=[54, 1687, 386, 1702]
